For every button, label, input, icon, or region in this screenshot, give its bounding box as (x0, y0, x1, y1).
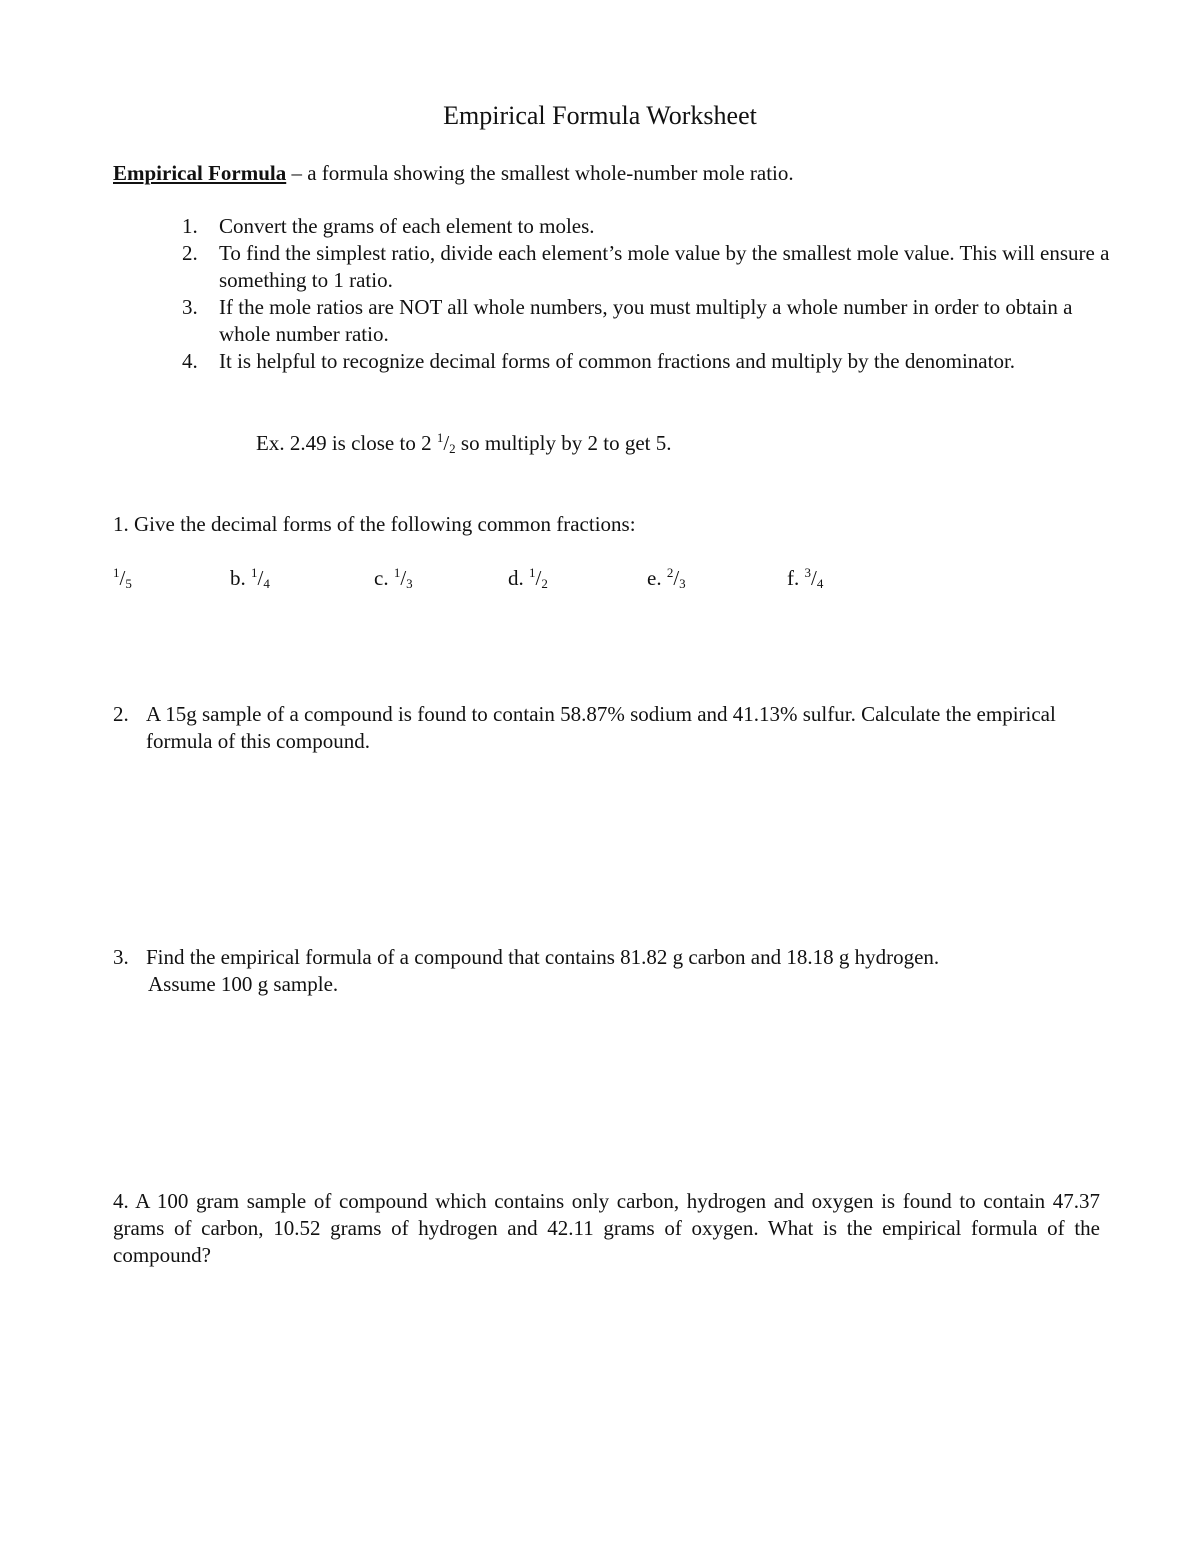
question-number: 2. (113, 702, 129, 726)
fraction-label: c. (374, 566, 394, 590)
question-4: 4. A 100 gram sample of compound which contains only carbon, hydrogen and oxygen is found to contain 47.37 grams of carbon, 10.52 grams of hydrogen and 42.11 grams of oxygen. What is the empirical formula of the compound? (113, 1189, 1100, 1267)
fraction-numerator: 1 (393, 565, 401, 580)
step-item (182, 240, 1112, 294)
step-item (182, 213, 1112, 240)
fraction: $^2/_3$ (666, 565, 686, 591)
step-text: Convert the grams of each element to moles. (219, 214, 595, 238)
fraction-label: b. (230, 566, 251, 590)
fraction-label: f. (787, 566, 805, 590)
fraction-denominator: 5 (125, 576, 132, 591)
fraction-numerator: 3 (804, 565, 811, 580)
example-suffix: so multiply by 2 to get 5. (455, 431, 672, 455)
step-item (182, 348, 1112, 375)
fraction-item (113, 565, 132, 592)
question-text-line-2: Assume 100 g sample. (148, 972, 339, 996)
steps-list (182, 213, 1112, 375)
example (256, 430, 672, 457)
page-title: Empirical Formula Worksheet (443, 101, 757, 130)
step-item (182, 294, 1112, 348)
definition-term: Empirical Formula (113, 161, 287, 185)
question-text: A 15g sample of a compound is found to contain 58.87% sodium and 41.13% sulfur. Calculate the empirical formula of this compound. (146, 702, 1056, 753)
fraction: $^1/_5$ (113, 565, 132, 591)
step-text: To find the simplest ratio, divide each element’s mole value by the smallest mole value. This will ensure a something to 1 ratio. (219, 241, 1110, 292)
step-text: If the mole ratios are NOT all whole numbers, you must multiply a whole number in order to obtain a whole number ratio. (219, 295, 1073, 346)
question-text-line-1: Find the empirical formula of a compound that contains 81.82 g carbon and 18.18 g hydrogen. (146, 945, 940, 969)
fraction: $^1/_3$ (393, 565, 413, 591)
step-number: 2. (182, 241, 198, 265)
fraction-label: d. (508, 566, 529, 590)
fraction-item (230, 565, 270, 592)
fraction-denominator: 3 (679, 576, 686, 591)
fraction-numerator: 1 (436, 430, 444, 445)
fraction-numerator: 1 (251, 565, 258, 580)
fraction-numerator: 1 (529, 565, 536, 580)
fraction-label: e. (647, 566, 667, 590)
fraction-numerator: 2 (666, 565, 674, 580)
definition-text: – a formula showing the smallest whole-number mole ratio. (286, 161, 794, 185)
fraction-denominator: 2 (449, 441, 456, 456)
fraction-item (787, 565, 823, 592)
question-number: 3. (113, 945, 129, 969)
step-number: 4. (182, 349, 198, 373)
fraction-numerator: 1 (113, 565, 120, 580)
fraction: $^1/_4$ (251, 565, 270, 591)
definition (113, 160, 794, 187)
fraction-denominator: 3 (406, 576, 413, 591)
step-number: 1. (182, 214, 198, 238)
step-number: 3. (182, 295, 198, 319)
example-prefix: Ex. 2.49 is close to 2 (256, 431, 437, 455)
question-2 (113, 701, 1103, 755)
question-1-text: 1. Give the decimal forms of the following common fractions: (113, 512, 636, 536)
fraction-item (374, 565, 413, 592)
fraction: $^3/_4$ (804, 565, 824, 591)
question-3 (113, 944, 1113, 998)
fraction: $^1/_2$ (529, 565, 548, 591)
example-fraction: $^1/_2$ (436, 430, 456, 456)
step-text: It is helpful to recognize decimal forms of common fractions and multiply by the denominator. (219, 349, 1016, 373)
fraction-item (508, 565, 548, 592)
fraction-denominator: 4 (263, 576, 270, 591)
fraction-denominator: 4 (816, 576, 824, 591)
fraction-denominator: 2 (541, 576, 548, 591)
fraction-item (647, 565, 686, 592)
